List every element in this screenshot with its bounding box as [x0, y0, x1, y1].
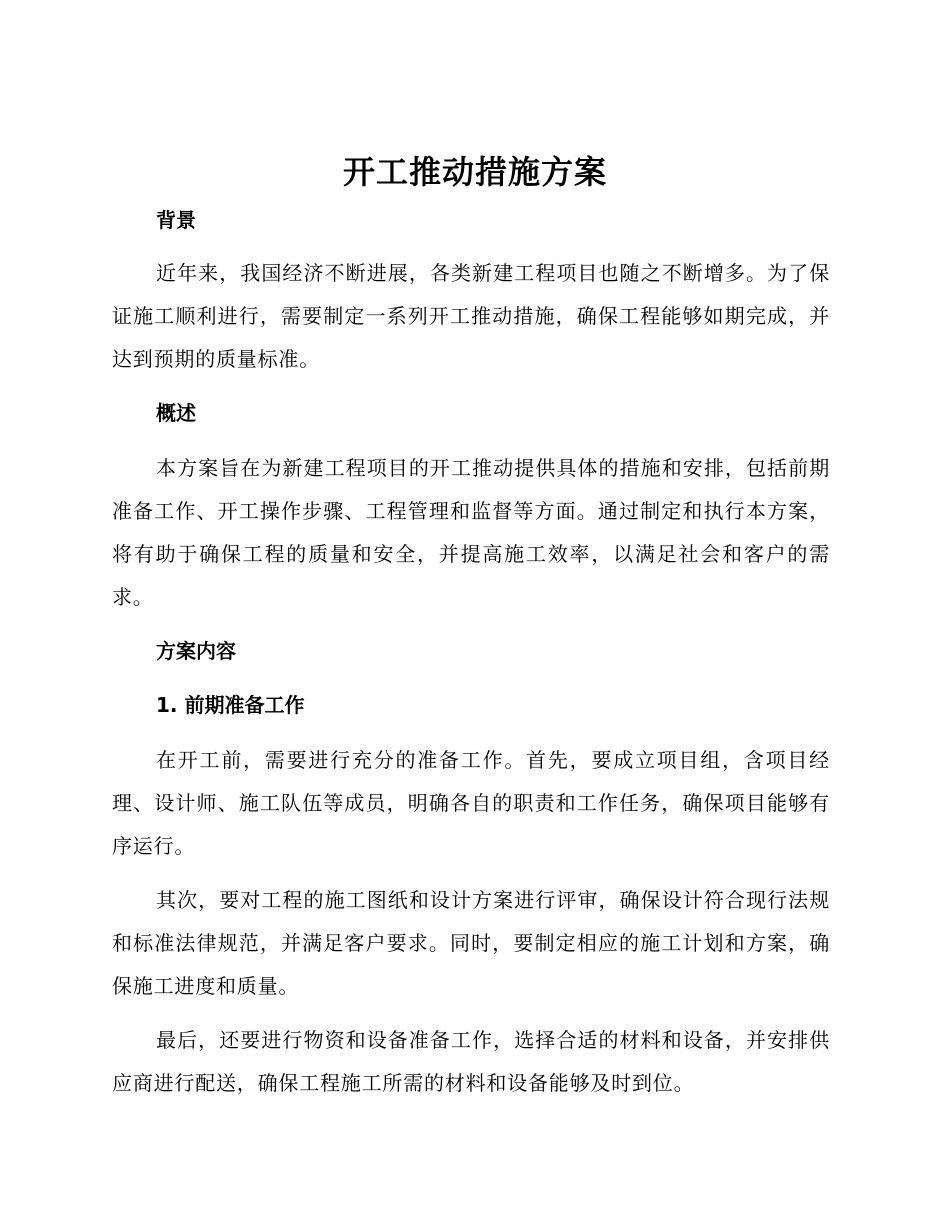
section-heading-content: 方案内容	[156, 639, 236, 663]
paragraph-preparation-1: 在开工前，需要进行充分的准备工作。首先，要成立项目组，含项目经理、设计师、施工队伍等成员，明确各自的职责和工作任务，确保项目能够有序运行。	[112, 748, 830, 858]
subsection-heading-preparation: 1. 前期准备工作	[156, 693, 305, 717]
paragraph-preparation-3: 最后，还要进行物资和设备准备工作，选择合适的材料和设备，并安排供应商进行配送，确保工程施工所需的材料和设备能够及时到位。	[112, 1028, 830, 1095]
section-heading-background: 背景	[156, 208, 196, 232]
paragraph-background: 近年来，我国经济不断进展，各类新建工程项目也随之不断增多。为了保证施工顺利进行，需要制定一系列开工推动措施，确保工程能够如期完成，并达到预期的质量标准。	[112, 261, 830, 371]
section-heading-overview: 概述	[156, 401, 196, 425]
paragraph-overview: 本方案旨在为新建工程项目的开工推动提供具体的措施和安排，包括前期准备工作、开工操作步骤、工程管理和监督等方面。通过制定和执行本方案，将有助于确保工程的质量和安全，并提高施工效率，以满足社会和客户的需求。	[112, 456, 830, 609]
paragraph-preparation-2: 其次，要对工程的施工图纸和设计方案进行评审，确保设计符合现行法规和标准法律规范，并满足客户要求。同时，要制定相应的施工计划和方案，确保施工进度和质量。	[112, 888, 830, 998]
document-title: 开工推动措施方案	[342, 153, 607, 191]
